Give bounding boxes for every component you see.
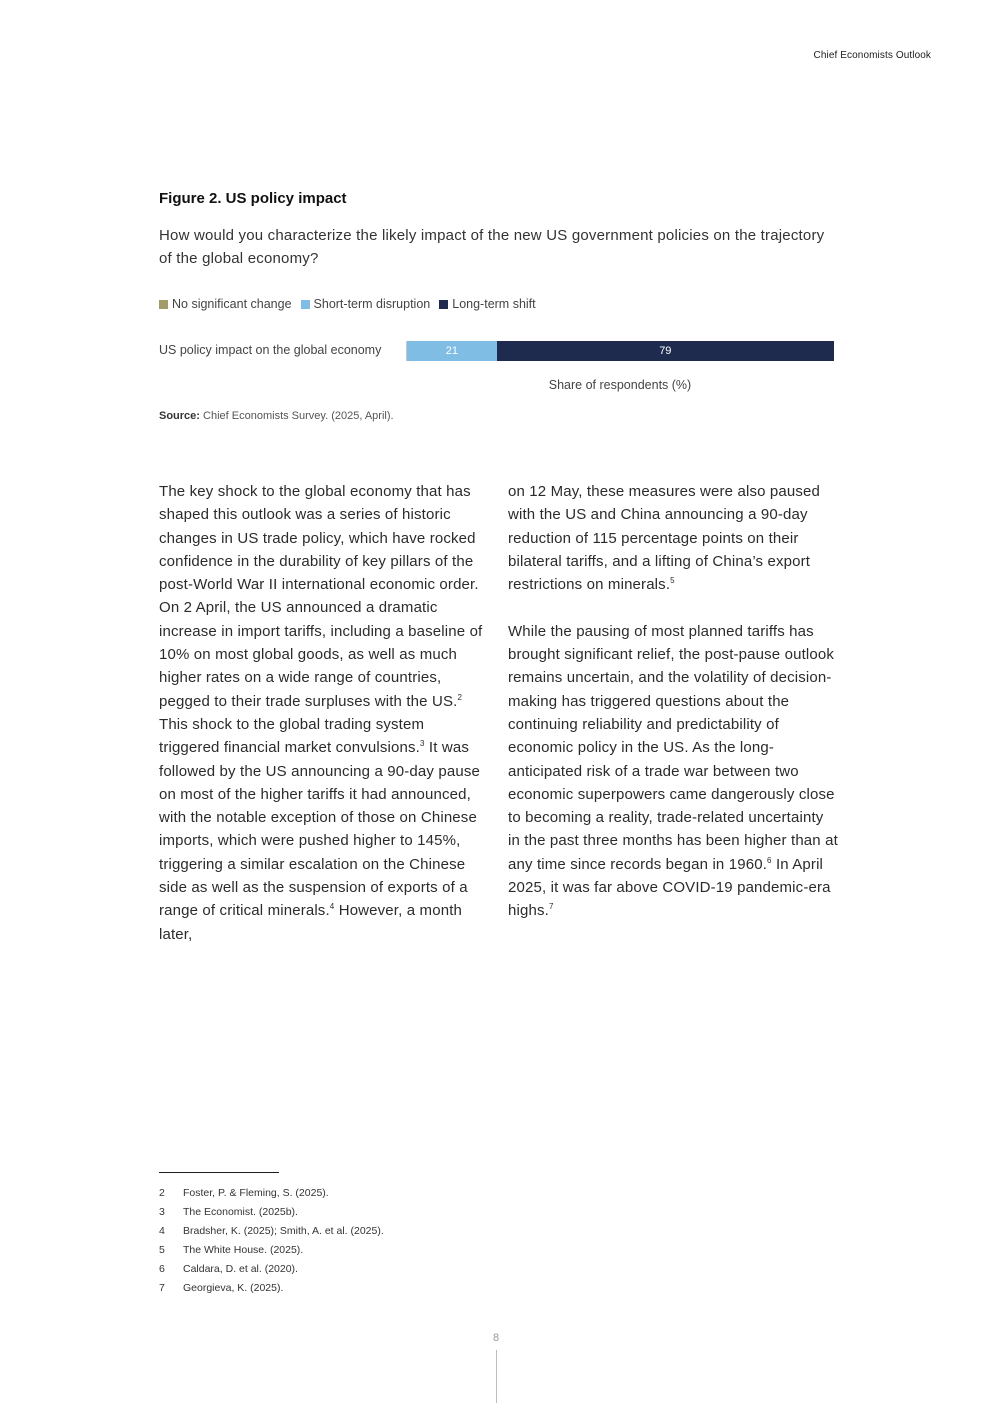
page-number: 8	[492, 1332, 500, 1344]
footnote-ref: 4	[329, 902, 335, 912]
footnote-number: 3	[159, 1206, 165, 1218]
bar-segment	[497, 341, 834, 361]
legend-swatch	[159, 300, 168, 309]
footnote-number: 4	[159, 1225, 165, 1237]
figure-question: How would you characterize the likely impact of the new US government policies on the trajectory of the global economy?	[159, 227, 825, 267]
body-column-left	[159, 480, 489, 969]
footnote-text: Bradsher, K. (2025); Smith, A. et al. (2025).	[183, 1225, 384, 1237]
body-text: This shock to the global trading system triggered financial market convulsions.	[159, 715, 425, 757]
source-text: Chief Economists Survey. (2025, April).	[203, 410, 394, 422]
legend-swatch	[439, 300, 448, 309]
footnote-text: Caldara, D. et al. (2020).	[183, 1263, 298, 1275]
footnote-ref: 6	[767, 855, 772, 865]
footnote-divider	[159, 1172, 279, 1173]
chart-bar-row	[159, 341, 834, 361]
footnote-number: 6	[159, 1263, 165, 1275]
body-paragraph-1	[159, 480, 489, 946]
footnote-item	[159, 1187, 384, 1206]
figure-source	[159, 410, 394, 422]
body-text: The key shock to the global economy that has shaped this outlook was a series of historic changes in US trade policy, which have rocked confidence in the durability of key pillars of the post-World War II international economic order. On 2 April, the US announced a dramatic increase in import tariffs, including a baseline of 10% on most global goods, as well as much higher rates on a wide range of countries, pegged to their trade surpluses with the US.	[159, 483, 483, 710]
footnote-item	[159, 1206, 384, 1225]
legend-label: Short-term disruption	[313, 297, 431, 311]
legend-swatch	[301, 300, 310, 309]
bar-category-label: US policy impact on the global economy	[159, 343, 382, 357]
footnotes-list	[159, 1187, 384, 1301]
footnote-ref: 3	[419, 739, 425, 749]
bar-data-label: 21	[445, 345, 458, 357]
footnote-ref: 7	[548, 902, 554, 912]
page-divider-line	[496, 1350, 497, 1403]
bar-track	[406, 341, 834, 361]
body-paragraph-3	[508, 620, 838, 923]
body-paragraph-2	[508, 480, 838, 596]
footnote-item	[159, 1263, 384, 1282]
footnote-text: Foster, P. & Fleming, S. (2025).	[183, 1187, 329, 1199]
bar-data-label: 79	[659, 345, 672, 357]
footnote-ref: 2	[457, 692, 463, 702]
body-text: on 12 May, these measures were also paused with the US and China announcing a 90-day reduction of 115 percentage points on their bilateral tariffs, and a lifting of China’s export restrictions on minerals.	[508, 483, 821, 594]
footnote-ref: 5	[670, 576, 675, 586]
source-label: Source:	[159, 410, 200, 422]
legend-label: Long-term shift	[452, 297, 536, 311]
footnote-number: 2	[159, 1187, 165, 1199]
footnote-text: The Economist. (2025b).	[183, 1206, 298, 1218]
footnote-text: The White House. (2025).	[183, 1244, 304, 1256]
body-text: However, a month later,	[159, 902, 463, 943]
legend-item	[301, 297, 431, 311]
body-text: In April 2025, it was far above COVID-19 pandemic-era highs.	[508, 855, 831, 920]
footnote-text: Georgieva, K. (2025).	[183, 1282, 284, 1294]
body-text: It was followed by the US announcing a 90-day pause on most of the higher tariffs it had announced, with the notable exception of those on Chinese imports, which were pushed higher to 145%, triggering a similar escalation on the Chinese side as well as the suspension of exports of a range of critical minerals.	[159, 739, 480, 920]
footnote-number: 5	[159, 1244, 165, 1256]
body-column-right	[508, 480, 838, 946]
chart-legend	[159, 297, 536, 311]
footnote-number: 7	[159, 1282, 165, 1294]
footnote-item	[159, 1282, 384, 1301]
x-axis-title: Share of respondents (%)	[548, 378, 692, 392]
body-text: While the pausing of most planned tariffs has brought significant relief, the post-pause outlook remains uncertain, and the volatility of decision-making has triggered questions about the continuing reliability and predictability of economic policy in the US. As the long-anticipated risk of a trade war between two economic superpowers came dangerously close to becoming a reality, trade-related uncertainty in the past three months has been higher than at any time since records began in 1960.	[508, 622, 838, 873]
legend-label: No significant change	[172, 297, 292, 311]
footnote-item	[159, 1244, 384, 1263]
legend-item	[439, 297, 535, 311]
figure-title: Figure 2. US policy impact	[159, 190, 347, 207]
footnote-item	[159, 1225, 384, 1244]
legend-item	[159, 297, 292, 311]
running-header: Chief Economists Outlook	[813, 50, 931, 61]
bar-segment	[407, 341, 497, 361]
